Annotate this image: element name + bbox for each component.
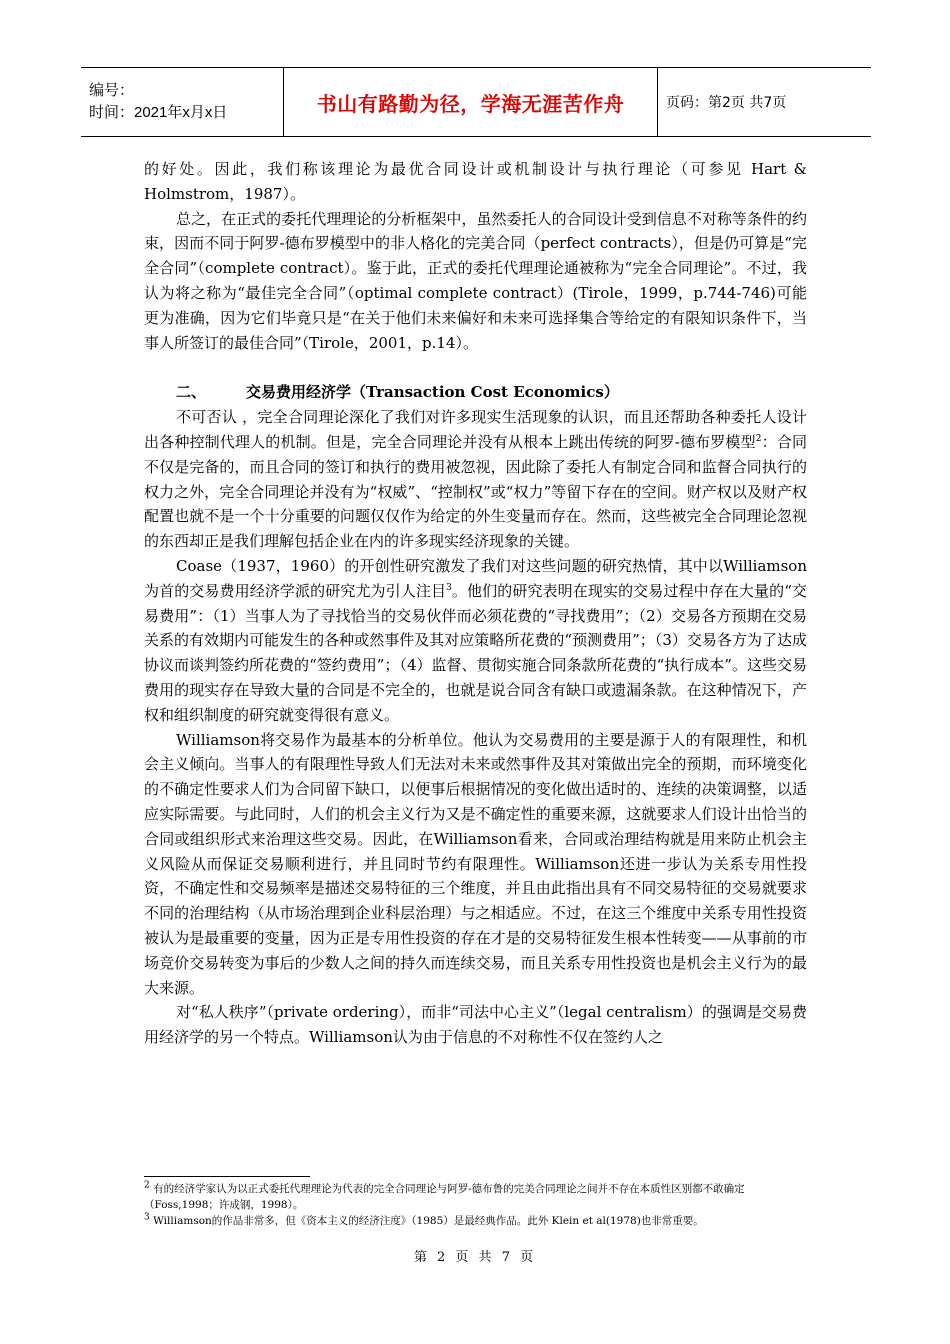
page-info-text: 页码：第2页 共7页 [666, 95, 787, 111]
paragraph [144, 405, 807, 554]
footer-page-number: 第 2 页 共 7 页 [413, 1250, 537, 1265]
header-motto [283, 68, 658, 136]
paragraph: 总之，在正式的委托代理理论的分析框架中，虽然委托人的合同设计受到信息不对称等条件的约束，因而不同于阿罗-德布罗模型中的非人格化的完美合同（perfect contracts），但是仍可算是“完全合同”（complete contract）。鉴于此，正式的委托代理理论通被称为“完全合同理论”。不过，我认为将之称为“最佳完全合同”（optimal complete contract）(Tirole，1999，p.744-746)可能更为准确，因为它们毕竟只是“在关于他们未来偏好和未来可选择集合等给定的有限知识条件下，当事人所签订的最佳合同”（Tirole，2001，p.14）。 [144, 209, 807, 352]
footnote-mark: 2 [144, 1180, 150, 1191]
paragraph-text: Coase（1937，1960）的开创性研究激发了我们对这些问题的研究热情，其中以Williamson为首的交易费用经济学派的研究尤为引人注目 [144, 556, 807, 600]
document-body [144, 157, 807, 1050]
footnote-text: Williamson的作品非常多，但《资本主义的经济注度》（1985）是最经典作品。此外 Klein et al(1978)也非常重要。 [153, 1215, 704, 1227]
section-heading [144, 380, 807, 405]
footnote-mark: 3 [144, 1212, 150, 1223]
paragraph: Williamson将交易作为最基本的分析单位。他认为交易费用的主要是源于人的有限理性，和机会主义倾向。当事人的有限理性导致人们无法对未来或然事件及其对策做出完全的预期，而环境变化的不确定性要求人们为合同留下缺口，以便事后根据情况的变化做出适时的、连续的决策调整，以适应实际需要。与此同时，人们的机会主义行为又是不确定性的重要来源，这就要求人们设计出恰当的合同或组织形式来治理这些交易。因此，在Williamson看来，合同或治理结构就是用来防止机会主义风险从而保证交易顺利进行，并且同时节约有限理性。Williamson还进一步认为关系专用性投资，不确定性和交易频率是描述交易特征的三个维度，并且由此指出具有不同交易特征的交易就要求不同的治理结构（从市场治理到企业科层治理）与之相适应。不过，在这三个维度中关系专用性投资被认为是最重要的变量，因为正是专用性投资的存在才是的交易特征发生根本性转变——从事前的市场竞价交易转变为事后的少数人之间的持久而连续交易，而且关系专用性投资也是机会主义行为的最大来源。 [144, 730, 807, 997]
page-footer [0, 1246, 950, 1265]
paragraph-text: 不可否认 ，完全合同理论深化了我们对许多现实生活现象的认识，而且还帮助各种委托人设计出各种控制代理人的机制。但是，完全合同理论并没有从根本上跳出传统的阿罗-德布罗模型 [144, 408, 807, 451]
document-date: 时间：2021年x月x日 [89, 104, 228, 121]
paragraph: 的好处。因此，我们称该理论为最优合同设计或机制设计与执行理论（可参见 Hart & Holmstrom，1987）。 [144, 160, 807, 203]
header-meta [81, 68, 283, 136]
page-header [81, 67, 871, 137]
paragraph-text: ：合同不仅是完备的，而且合同的签订和执行的费用被忽视，因此除了委托人有制定合同和监督合同执行的权力之外，完全合同理论并没有为“权威”、“控制权”或“权力”等留下存在的空间。财产权以及财产权配置也就不是一个十分重要的问题仅仅作为给定的外生变量而存在。然而，这些被完全合同理论忽视的东西却正是我们理解包括企业在内的许多现实经济现象的关键。 [144, 432, 807, 551]
footnote-ref[interactable]: 3 [446, 582, 452, 593]
paragraph [144, 554, 807, 728]
paragraph-text: 。他们的研究表明在现实的交易过程中存在大量的“交易费用”：（1）当事人为了寻找恰当的交易伙伴而必须花费的“寻找费用”；（2）交易各方预期在交易关系的有效期内可能发生的各种或然事件及其对应策略所花费的“预测费用”；（3）交易各方为了达成协议而谈判签约所花费的“签约费用”；（4）监督、贯彻实施合同条款所花费的“执行成本”。这些交易费用的现实存在导致大量的合同是不完全的，也就是说合同含有缺口或遗漏条款。在这种情况下，产权和组织制度的研究就变得很有意义。 [144, 581, 807, 724]
paragraph: 对“私人秩序”（private ordering），而非“司法中心主义”（legal centralism）的强调是交易费用经济学的另一个特点。Williamson认为由于信息的不对称性不仅在签约人之 [144, 1003, 807, 1047]
section-title: 交易费用经济学（Transaction Cost Economics） [246, 383, 619, 402]
document-number-label: 编号： [89, 82, 135, 99]
motto-text: 书山有路勤为径，学海无涯苦作舟 [316, 91, 625, 116]
section-number: 二、 [176, 383, 207, 402]
footnote [144, 1181, 807, 1213]
footnote [144, 1213, 807, 1229]
footnote-separator [144, 1176, 310, 1177]
footnote-text: 有的经济学家认为以正式委托代理理论为代表的完全合同理论与阿罗-德布鲁的完美合同理论之间并不存在本质性区别都不敢确定（Foss,1998；许成钢，1998）。 [144, 1183, 745, 1211]
footnote-ref[interactable]: 2 [755, 433, 762, 444]
header-page-info [658, 68, 871, 136]
footnotes [144, 1181, 807, 1229]
